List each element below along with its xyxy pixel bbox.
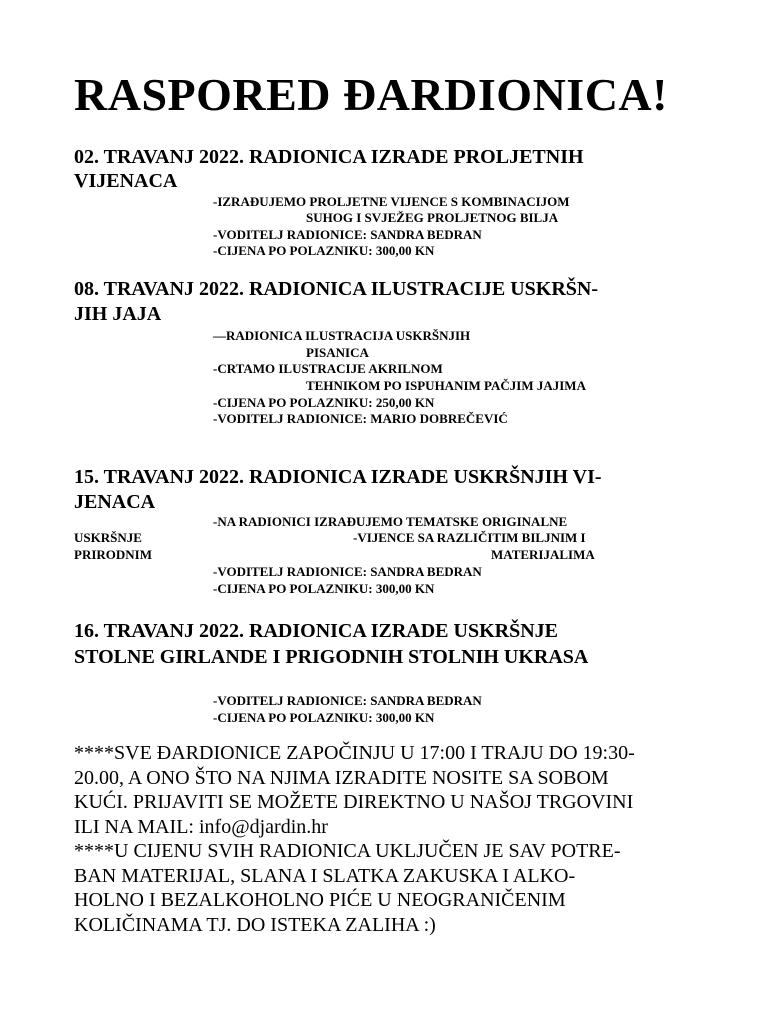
note-line: BAN MATERIJAL, SLANA I SLATKA ZAKUSKA I ALKO- — [74, 865, 576, 887]
workshop-4-detail: -VODITELJ RADIONICE: SANDRA BEDRAN — [213, 693, 482, 708]
note-line: 20.00, A ONO ŠTO NA NJIMA IZRADITE NOSITE SA SOBOM — [74, 767, 609, 789]
workshop-4-heading-line-1: 16. TRAVANJ 2022. RADIONICA IZRADE USKRŠNJE — [74, 620, 558, 642]
note-line: ****U CIJENU SVIH RADIONICA UKLJUČEN JE SAV POTRE- — [74, 840, 621, 862]
workshop-3-detail: -VIJENCE SA RAZLIČITIM BILJNIM I — [353, 530, 586, 545]
workshop-2-detail: -VODITELJ RADIONICE: MARIO DOBREČEVIĆ — [213, 411, 508, 426]
workshop-1-detail: -IZRAĐUJEMO PROLJETNE VIJENCE S KOMBINACIJOM — [213, 194, 570, 209]
workshop-3-heading-line-2: JENACA — [74, 491, 156, 513]
workshop-4-heading-line-2: STOLNE GIRLANDE I PRIGODNIH STOLNIH UKRASA — [74, 646, 589, 668]
note-line: ****SVE ĐARDIONICE ZAPOČINJU U 17:00 I TRAJU DO 19:30- — [74, 742, 635, 764]
workshop-3-detail: -NA RADIONICI IZRAĐUJEMO TEMATSKE ORIGINALNE — [213, 514, 568, 529]
workshop-1-detail: -VODITELJ RADIONICE: SANDRA BEDRAN — [213, 227, 482, 242]
workshop-1-heading-line-1: 02. TRAVANJ 2022. RADIONICA IZRADE PROLJETNIH — [74, 146, 584, 168]
workshop-1-detail: -CIJENA PO POLAZNIKU: 300,00 KN — [213, 243, 435, 258]
workshop-2-heading-line-1: 08. TRAVANJ 2022. RADIONICA ILUSTRACIJE USKRŠN- — [74, 278, 598, 300]
workshop-4-detail: -CIJENA PO POLAZNIKU: 300,00 KN — [213, 710, 435, 725]
workshop-1-detail: SUHOG I SVJEŽEG PROLJETNOG BILJA — [306, 210, 559, 225]
workshop-3-detail: MATERIJALIMA — [491, 547, 595, 562]
workshop-2-heading-line-2: JIH JAJA — [74, 303, 162, 325]
workshop-3-detail: -CIJENA PO POLAZNIKU: 300,00 KN — [213, 581, 435, 596]
workshop-3-heading-line-1: 15. TRAVANJ 2022. RADIONICA IZRADE USKRŠNJIH VI- — [74, 466, 602, 488]
workshop-3-detail: PRIRODNIM — [74, 547, 152, 562]
note-line: KOLIČINAMA TJ. DO ISTEKA ZALIHA :) — [74, 914, 436, 936]
workshop-2-detail: -CIJENA PO POLAZNIKU: 250,00 KN — [213, 395, 435, 410]
note-line: HOLNO I BEZALKOHOLNO PIĆE U NEOGRANIČENIM — [74, 889, 566, 911]
workshop-3-detail: -VODITELJ RADIONICE: SANDRA BEDRAN — [213, 564, 482, 579]
workshop-2-detail: -CRTAMO ILUSTRACIJE AKRILNOM — [213, 361, 443, 376]
workshop-2-detail: —RADIONICA ILUSTRACIJA USKRŠNJIH — [213, 328, 471, 343]
workshop-1-heading-line-2: VIJENACA — [74, 170, 178, 192]
workshop-2-detail: PISANICA — [306, 345, 369, 360]
note-line: ILI NA MAIL: info@djardin.hr — [74, 816, 328, 838]
note-line: KUĆI. PRIJAVITI SE MOŽETE DIREKTNO U NAŠOJ TRGOVINI — [74, 791, 634, 813]
page-title: RASPORED ĐARDIONICA! — [74, 69, 668, 120]
workshop-2-detail: TEHNIKOM PO ISPUHANIM PAČJIM JAJIMA — [306, 378, 586, 393]
workshop-3-detail: USKRŠNJE — [74, 530, 142, 545]
